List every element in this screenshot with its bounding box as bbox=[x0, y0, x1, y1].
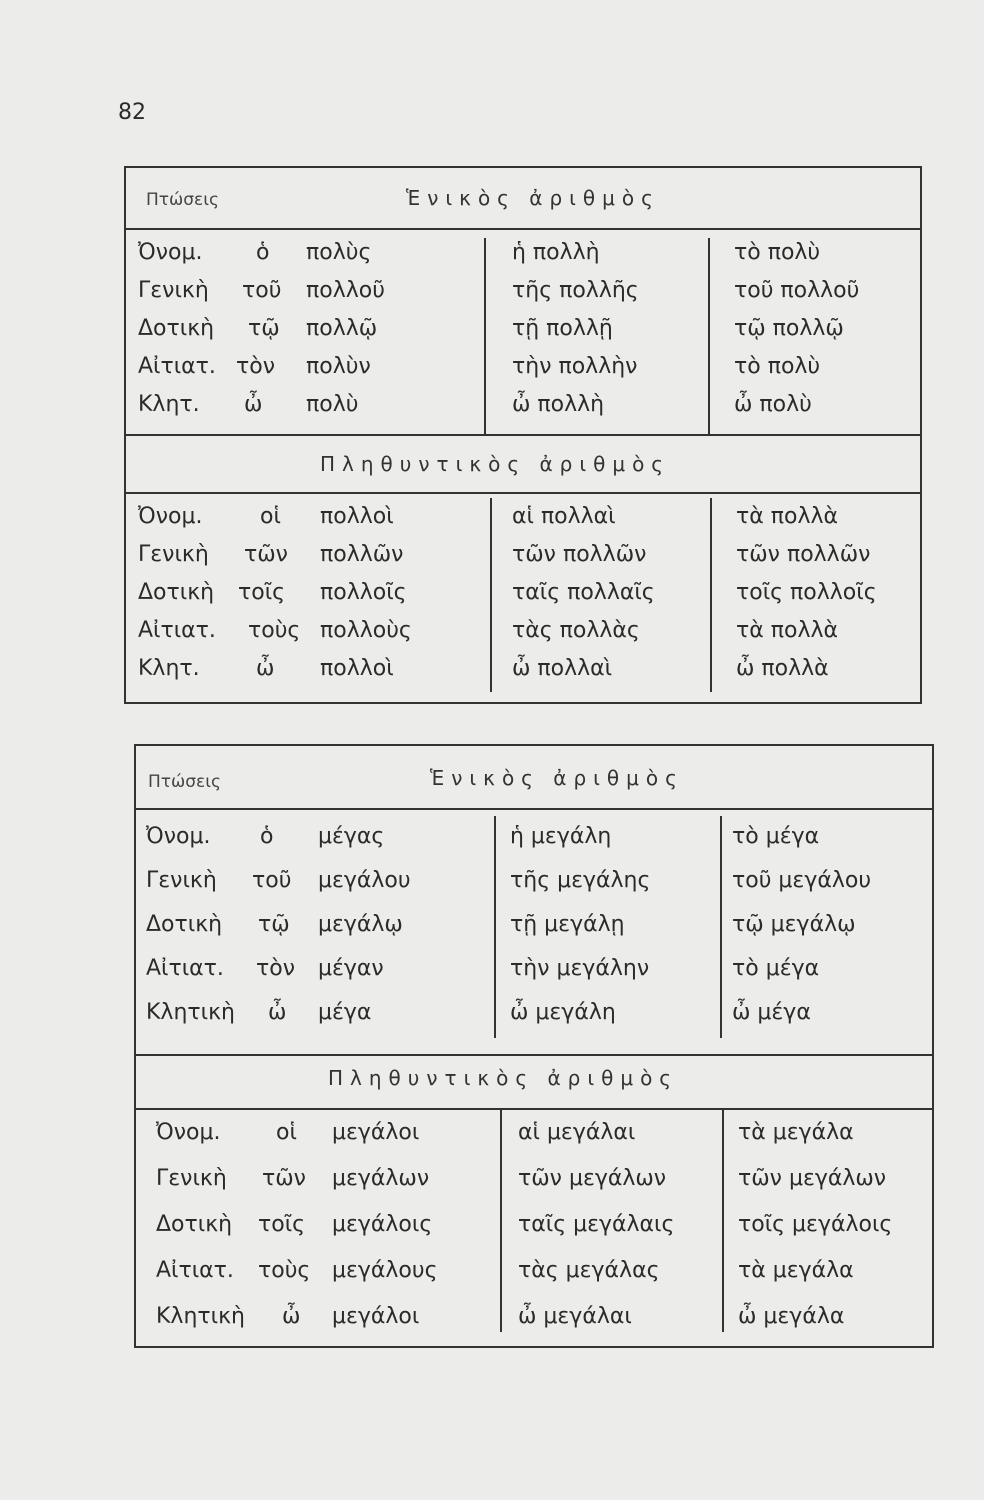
masc-form: πολλῷ bbox=[306, 316, 378, 341]
fem-form: ἡ πολλὴ bbox=[512, 240, 600, 265]
masc-article: τοὺς bbox=[258, 1258, 311, 1283]
neut-form: τῷ πολλῷ bbox=[734, 316, 844, 341]
masc-article: ὦ bbox=[268, 1000, 287, 1025]
page-number: 82 bbox=[118, 100, 146, 125]
case-label: Ὀνομ. bbox=[138, 504, 203, 529]
masc-article: ὦ bbox=[282, 1304, 301, 1329]
masc-article: τοῦ bbox=[252, 868, 292, 893]
table-row bbox=[126, 618, 920, 656]
section-divider bbox=[126, 434, 920, 436]
table-row bbox=[136, 1258, 932, 1296]
case-label: Αἰτιατ. bbox=[156, 1258, 234, 1283]
masc-form: πολλῶν bbox=[320, 542, 404, 567]
fem-form: αἱ πολλαὶ bbox=[512, 504, 616, 529]
fem-form: ὦ μεγάλαι bbox=[518, 1304, 632, 1329]
masc-form: πολὺς bbox=[306, 240, 372, 265]
masc-form: πολὺν bbox=[306, 354, 371, 379]
neut-form: τὸ μέγα bbox=[732, 824, 820, 849]
declension-table-polys bbox=[124, 166, 922, 704]
masc-article: τοῦ bbox=[242, 278, 282, 303]
neut-form: τὰ πολλὰ bbox=[736, 618, 838, 643]
masc-form: πολλοὺς bbox=[320, 618, 412, 643]
neut-form: τὸ πολὺ bbox=[734, 240, 821, 265]
fem-form: ταῖς μεγάλαις bbox=[518, 1212, 675, 1237]
masc-form: μέγαν bbox=[318, 956, 384, 981]
fem-form: αἱ μεγάλαι bbox=[518, 1120, 636, 1145]
masc-form: πολὺ bbox=[306, 392, 359, 417]
masc-form: μέγα bbox=[318, 1000, 372, 1025]
table-row bbox=[126, 542, 920, 580]
table-row bbox=[126, 278, 920, 316]
header-divider bbox=[126, 228, 920, 230]
masc-form: πολλοῖς bbox=[320, 580, 407, 605]
masc-article: τὸν bbox=[236, 354, 275, 379]
neut-form: τὰ μεγάλα bbox=[738, 1258, 854, 1283]
table-row bbox=[136, 956, 932, 994]
case-label: Γενικὴ bbox=[138, 278, 209, 303]
section-divider bbox=[126, 492, 920, 494]
masc-form: μεγάλοις bbox=[332, 1212, 433, 1237]
neut-form: τὸ πολὺ bbox=[734, 354, 821, 379]
table-row bbox=[126, 316, 920, 354]
neut-form: τὰ πολλὰ bbox=[736, 504, 838, 529]
neut-form: τῶν πολλῶν bbox=[736, 542, 871, 567]
fem-form: τῶν πολλῶν bbox=[512, 542, 647, 567]
fem-form: τῆς πολλῆς bbox=[512, 278, 639, 303]
neut-form: τοῦ μεγάλου bbox=[732, 868, 872, 893]
fem-form: τῇ πολλῇ bbox=[512, 316, 613, 341]
table-row bbox=[136, 1304, 932, 1342]
case-label: Δοτικὴ bbox=[138, 580, 215, 605]
table-row bbox=[136, 1000, 932, 1038]
fem-form: τῶν μεγάλων bbox=[518, 1166, 667, 1191]
table-row bbox=[136, 912, 932, 950]
neut-form: τὰ μεγάλα bbox=[738, 1120, 854, 1145]
masc-article: τῶν bbox=[262, 1166, 306, 1191]
table-row bbox=[136, 1166, 932, 1204]
masc-article: οἱ bbox=[260, 504, 281, 529]
table-row bbox=[136, 1212, 932, 1250]
masc-article: οἱ bbox=[276, 1120, 297, 1145]
fem-form: τὴν πολλὴν bbox=[512, 354, 638, 379]
table-row bbox=[126, 392, 920, 430]
case-label: Γενικὴ bbox=[146, 868, 217, 893]
masc-article: τῷ bbox=[258, 912, 290, 937]
header-divider bbox=[136, 808, 932, 810]
masc-article: ὦ bbox=[256, 656, 275, 681]
case-label: Ὀνομ. bbox=[138, 240, 203, 265]
neut-form: τῷ μεγάλῳ bbox=[732, 912, 856, 937]
neut-form: ὦ πολλὰ bbox=[736, 656, 829, 681]
fem-form: ἡ μεγάλη bbox=[510, 824, 612, 849]
masc-article: τοῖς bbox=[258, 1212, 306, 1237]
case-label: Αἰτιατ. bbox=[146, 956, 224, 981]
neut-form: ὦ μέγα bbox=[732, 1000, 811, 1025]
case-label: Δοτικὴ bbox=[138, 316, 215, 341]
declension-table-megas bbox=[134, 744, 934, 1348]
fem-form: ὦ πολλὴ bbox=[512, 392, 605, 417]
table-row bbox=[126, 354, 920, 392]
table-row bbox=[136, 1120, 932, 1158]
case-label: Γενικὴ bbox=[156, 1166, 227, 1191]
case-label: Δοτικὴ bbox=[156, 1212, 233, 1237]
case-label: Αἰτιατ. bbox=[138, 618, 216, 643]
masc-article: τοὺς bbox=[248, 618, 301, 643]
section-divider bbox=[136, 1054, 932, 1056]
masc-form: μεγάλοι bbox=[332, 1120, 420, 1145]
masc-article: τοῖς bbox=[238, 580, 286, 605]
masc-form: μεγάλους bbox=[332, 1258, 438, 1283]
table-row bbox=[126, 580, 920, 618]
neut-form: ὦ μεγάλα bbox=[738, 1304, 845, 1329]
table-row bbox=[136, 868, 932, 906]
masc-article: τὸν bbox=[256, 956, 295, 981]
masc-form: μέγας bbox=[318, 824, 385, 849]
fem-form: τῇ μεγάλῃ bbox=[510, 912, 625, 937]
fem-form: τὴν μεγάλην bbox=[510, 956, 650, 981]
masc-article: τῷ bbox=[248, 316, 280, 341]
case-label: Κλητ. bbox=[138, 392, 200, 417]
case-label: Ὀνομ. bbox=[146, 824, 211, 849]
plural-title: Πληθυντικὸς ἀριθμὸς bbox=[328, 1066, 679, 1090]
case-label: Κλητικὴ bbox=[146, 1000, 235, 1025]
masc-article: ὁ bbox=[256, 240, 270, 265]
table-row bbox=[126, 656, 920, 694]
table-row bbox=[126, 240, 920, 278]
singular-title: Ἑνικὸς ἀριθμὸς bbox=[406, 186, 660, 210]
case-label: Αἰτιατ. bbox=[138, 354, 216, 379]
fem-form: ὦ πολλαὶ bbox=[512, 656, 613, 681]
neut-form: τοῖς πολλοῖς bbox=[736, 580, 877, 605]
table-row bbox=[136, 824, 932, 862]
masc-form: πολλοὶ bbox=[320, 656, 394, 681]
case-label: Γενικὴ bbox=[138, 542, 209, 567]
masc-form: πολλοὶ bbox=[320, 504, 394, 529]
neut-form: τὸ μέγα bbox=[732, 956, 820, 981]
masc-form: μεγάλοι bbox=[332, 1304, 420, 1329]
singular-title: Ἑνικὸς ἀριθμὸς bbox=[430, 766, 684, 790]
masc-article: ὁ bbox=[260, 824, 274, 849]
neut-form: τοῦ πολλοῦ bbox=[734, 278, 860, 303]
masc-form: μεγάλων bbox=[332, 1166, 430, 1191]
masc-form: μεγάλῳ bbox=[318, 912, 403, 937]
case-label: Ὀνομ. bbox=[156, 1120, 221, 1145]
fem-form: ὦ μεγάλη bbox=[510, 1000, 616, 1025]
masc-article: ὦ bbox=[244, 392, 263, 417]
case-label: Κλητ. bbox=[138, 656, 200, 681]
masc-form: πολλοῦ bbox=[306, 278, 385, 303]
neut-form: ὦ πολὺ bbox=[734, 392, 812, 417]
fem-form: τῆς μεγάλης bbox=[510, 868, 651, 893]
masc-article: τῶν bbox=[244, 542, 288, 567]
fem-form: ταῖς πολλαῖς bbox=[512, 580, 655, 605]
table-row bbox=[126, 504, 920, 542]
cases-caption: Πτώσεις bbox=[148, 772, 221, 792]
case-label: Κλητικὴ bbox=[156, 1304, 245, 1329]
section-divider bbox=[136, 1108, 932, 1110]
fem-form: τὰς πολλὰς bbox=[512, 618, 640, 643]
neut-form: τοῖς μεγάλοις bbox=[738, 1212, 893, 1237]
cases-caption: Πτώσεις bbox=[146, 190, 219, 210]
fem-form: τὰς μεγάλας bbox=[518, 1258, 660, 1283]
plural-title: Πληθυντικὸς ἀριθμὸς bbox=[320, 452, 671, 476]
masc-form: μεγάλου bbox=[318, 868, 411, 893]
case-label: Δοτικὴ bbox=[146, 912, 223, 937]
neut-form: τῶν μεγάλων bbox=[738, 1166, 887, 1191]
